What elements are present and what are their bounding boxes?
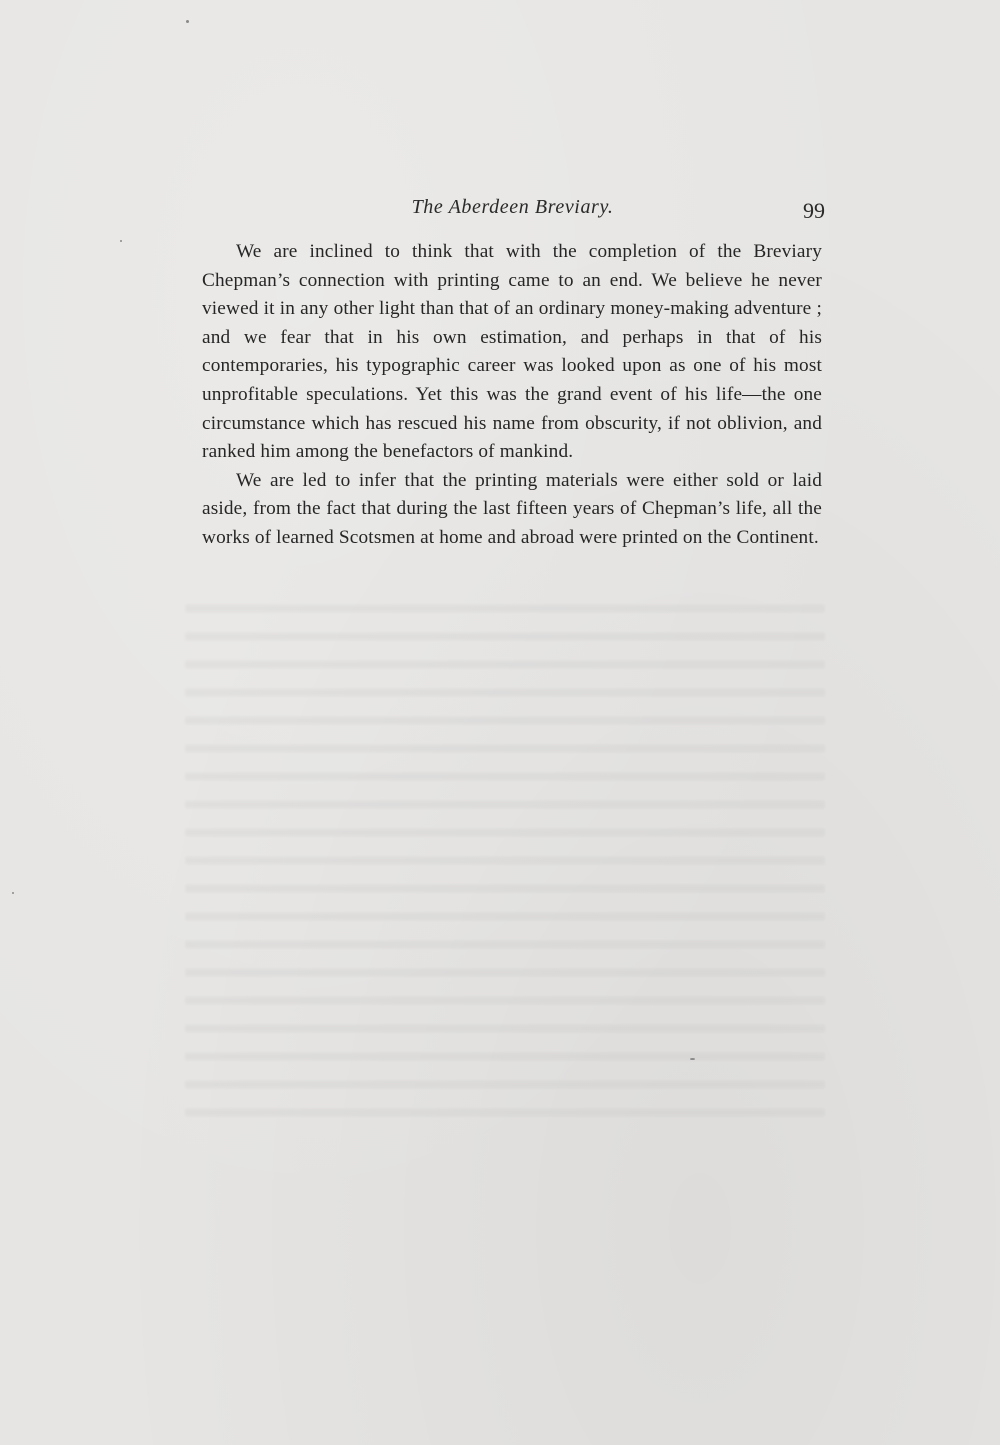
running-title: The Aberdeen Breviary.: [411, 196, 614, 218]
paper-speck: [12, 892, 14, 894]
paper-speck: [120, 240, 122, 242]
show-through-text: [185, 590, 825, 1130]
paper-speck: [186, 20, 189, 23]
paragraph-2: We are led to infer that the printing materials were either sold or laid aside, from the fact that during the last fifteen years of Chepman’s life, all the works of learned Scotsmen at home and abroad were printed on the Continent.: [202, 469, 822, 548]
paper-speck: [690, 1058, 695, 1060]
page-number: 99: [803, 198, 825, 223]
running-head: [200, 196, 825, 230]
body-text: [202, 238, 822, 553]
paragraph-1: We are inclined to think that with the completion of the Breviary Chepman’s connection with printing came to an end. We believe he never viewed it in any other light than that of an ordinary money-making adventure ; and we fear that in his own estimation, and perhaps in that of his contemporaries, his typographic career was looked upon as one of his most unprofitable speculations. Yet this was the grand event of his life—the one circumstance which has rescued his name from obscurity, if not oblivion, and ranked him among the benefactors of mankind.: [202, 241, 822, 463]
